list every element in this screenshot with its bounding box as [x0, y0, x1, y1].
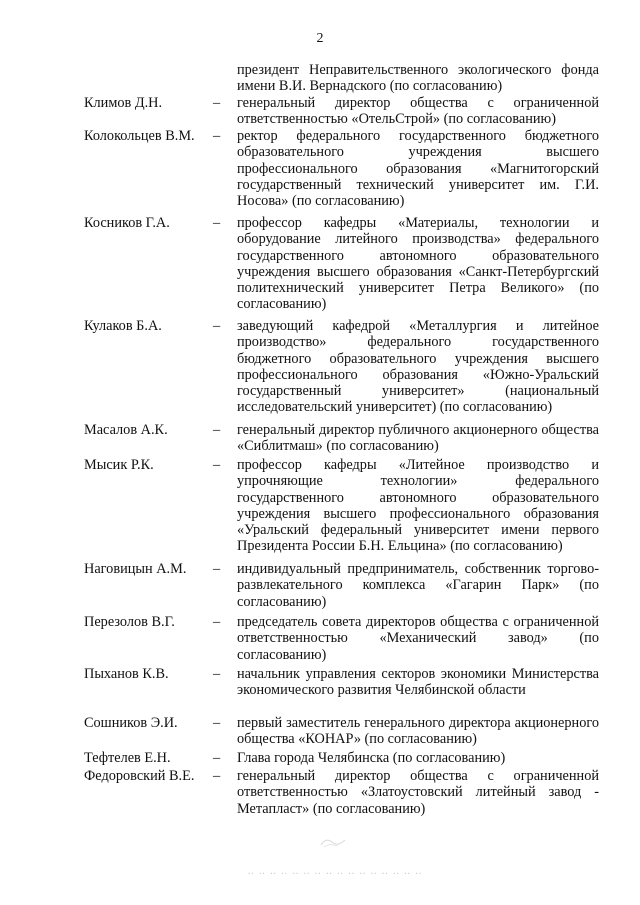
member-position: генеральный директор общества с ограниченной ответственностью «ОтельСтрой» (по согласованию) — [237, 95, 599, 128]
dash-separator: – — [213, 614, 221, 630]
member-position: профессор кафедры «Литейное производство и упрочняющие технологии» федерального государственного автономного образовательного учреждения высшего профессионального образования «Уральский федеральный университет имени первого Президента России Б.Н. Ельцина» (по согласованию) — [237, 457, 599, 555]
page-number: 2 — [316, 31, 324, 46]
dash-separator: – — [213, 128, 221, 144]
dash-separator: – — [213, 318, 221, 334]
member-position: председатель совета директоров общества с ограниченной ответственностью «Механический завод» (по согласованию) — [237, 614, 599, 663]
faint-footer-watermark: ‥ ‥ ‥ ‥ ‥ ‥ ‥ ‥ ‥ ‥ ‥ ‥ ‥ ‥ ‥ ‥ — [247, 866, 423, 877]
member-position: Глава города Челябинска (по согласованию) — [237, 750, 506, 766]
member-name: Тефтелев Е.Н. — [84, 750, 171, 766]
dash-separator: – — [213, 215, 221, 231]
member-position: индивидуальный предприниматель, собственник торгово-развлекательного комплекса «Гагарин Парк» (по согласованию) — [237, 561, 599, 610]
member-position: начальник управления секторов экономики Министерства экономического развития Челябинской области — [237, 666, 599, 699]
member-position: ректор федерального государственного бюджетного образовательного учреждения высшего профессионального образования «Магнитогорский государственный технический университет им. Г.И. Носова» (по согласованию) — [237, 128, 599, 210]
member-name: Сошников Э.И. — [84, 715, 178, 731]
member-name: Климов Д.Н. — [84, 95, 163, 111]
member-position: президент Неправительственного экологического фонда имени В.И. Вернадского (по согласованию) — [237, 62, 599, 95]
member-name: Перезолов В.Г. — [84, 614, 175, 630]
dash-separator: – — [213, 768, 221, 784]
member-name: Колокольцев В.М. — [84, 128, 195, 144]
dash-separator: – — [213, 457, 221, 473]
dash-separator: – — [213, 95, 221, 111]
member-name: Косников Г.А. — [84, 215, 170, 231]
member-name: Федоровский В.Е. — [84, 768, 195, 784]
member-position: генеральный директор публичного акционерного общества «Сиблитмаш» (по согласованию) — [237, 422, 599, 455]
member-position: профессор кафедры «Материалы, технологии и оборудование литейного производства» федерального государственного автономного образовательного учреждения высшего образования «Санкт-Петербургский политехнический университет Петра Великого» (по согласованию) — [237, 215, 599, 313]
dash-separator: – — [213, 750, 221, 766]
dash-separator: – — [213, 666, 221, 682]
dash-separator: – — [213, 422, 221, 438]
member-name: Наговицын А.М. — [84, 561, 187, 577]
dash-separator: – — [213, 715, 221, 731]
member-name: Мысик Р.К. — [84, 457, 154, 473]
member-name: Пыханов К.В. — [84, 666, 169, 682]
member-name: Масалов А.К. — [84, 422, 168, 438]
member-position: заведующий кафедрой «Металлургия и литейное производство» федерального государственного бюджетного образовательного учреждения высшего профессионального образования «Южно-Уральский государственный университет» (национальный исследовательский университет) (по согласованию) — [237, 318, 599, 416]
member-position: генеральный директор общества с ограниченной ответственностью «Златоустовский литейный завод - Метапласт» (по согласованию) — [237, 768, 599, 817]
member-name: Кулаков Б.А. — [84, 318, 162, 334]
member-position: первый заместитель генерального директора акционерного общества «КОНАР» (по согласованию) — [237, 715, 599, 748]
dash-separator: – — [213, 561, 221, 577]
faint-stamp-mark — [318, 835, 348, 849]
